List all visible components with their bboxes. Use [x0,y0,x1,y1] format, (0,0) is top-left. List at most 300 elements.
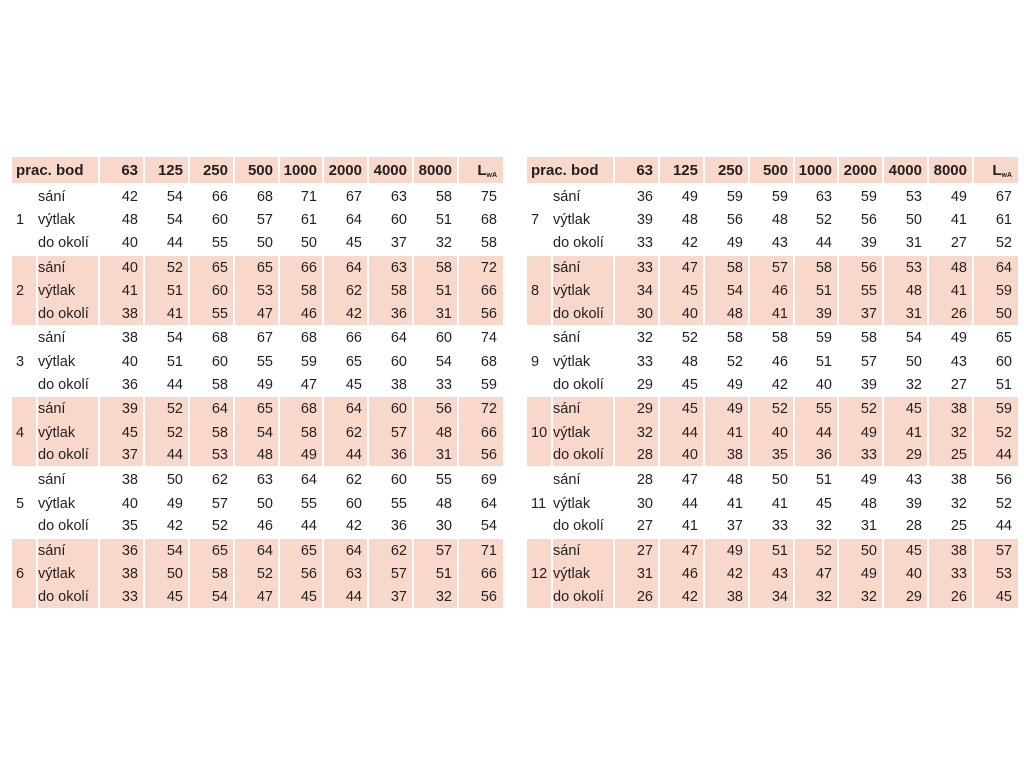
freq-value: 29 [615,397,660,421]
freq-value: 38 [369,374,414,398]
freq-value: 48 [414,492,459,516]
point-number [12,515,38,539]
freq-value: 49 [660,185,705,209]
table-row [527,279,1018,303]
freq-value: 55 [369,492,414,516]
freq-value: 47 [795,563,839,587]
freq-value: 62 [369,539,414,563]
freq-value: 31 [615,563,660,587]
point-number [12,586,38,610]
freq-value: 55 [190,232,235,256]
point-number: 6 [12,563,38,587]
freq-value: 59 [795,327,839,351]
row-type-label: sání [38,256,100,280]
noise-table-left [12,157,503,610]
freq-value: 50 [884,209,929,233]
table-row [527,492,1018,516]
table-row [527,303,1018,327]
freq-value: 57 [839,350,884,374]
freq-value: 66 [190,185,235,209]
freq-value: 49 [280,445,324,469]
freq-value: 30 [615,303,660,327]
freq-value: 59 [280,350,324,374]
lwa-value: 57 [974,539,1018,563]
lwa-value: 64 [974,256,1018,280]
point-number [527,445,553,469]
lwa-value: 58 [459,232,503,256]
table-row [527,563,1018,587]
freq-value: 37 [839,303,884,327]
lwa-value: 66 [459,421,503,445]
freq-value: 58 [280,421,324,445]
table-row [12,468,503,492]
freq-value: 65 [324,350,369,374]
freq-value: 64 [324,539,369,563]
freq-value: 33 [615,232,660,256]
freq-value: 54 [705,279,750,303]
point-number: 9 [527,350,553,374]
table-row [527,374,1018,398]
point-number [12,397,38,421]
freq-value: 62 [190,468,235,492]
freq-value: 49 [929,185,974,209]
row-type-label: sání [553,397,615,421]
freq-value: 48 [660,350,705,374]
freq-value: 31 [414,303,459,327]
freq-value: 52 [145,397,190,421]
freq-value: 45 [884,539,929,563]
freq-value: 56 [414,397,459,421]
freq-value: 41 [750,492,795,516]
freq-value: 55 [414,468,459,492]
freq-value: 32 [884,374,929,398]
freq-value: 41 [145,303,190,327]
freq-value: 51 [414,563,459,587]
freq-value: 54 [190,586,235,610]
freq-value: 63 [795,185,839,209]
freq-value: 50 [235,492,280,516]
freq-value: 31 [884,232,929,256]
freq-value: 41 [750,303,795,327]
freq-value: 52 [660,327,705,351]
freq-value: 32 [929,492,974,516]
lwa-value: 56 [459,445,503,469]
row-type-label: sání [553,539,615,563]
freq-value: 38 [100,563,145,587]
freq-value: 30 [615,492,660,516]
header-freq: 1000 [280,157,324,185]
freq-value: 26 [615,586,660,610]
freq-value: 58 [414,185,459,209]
freq-value: 39 [839,374,884,398]
lwa-value: 66 [459,563,503,587]
row-type-label: do okolí [553,374,615,398]
header-lwa-main: L [477,161,487,179]
row-type-label: výtlak [553,563,615,587]
freq-value: 65 [235,256,280,280]
freq-value: 49 [145,492,190,516]
lwa-value: 64 [480,495,497,512]
freq-value: 48 [705,468,750,492]
table-row [12,445,503,469]
freq-value: 45 [795,492,839,516]
table-row [527,421,1018,445]
lwa-value: 51 [974,374,1018,398]
freq-value: 45 [280,586,324,610]
freq-value: 44 [145,232,190,256]
freq-value: 67 [235,327,280,351]
table-row [12,492,503,516]
point-number: 1 [12,209,38,233]
freq-value: 33 [615,256,660,280]
freq-value: 67 [324,185,369,209]
table-row [12,185,503,209]
point-number [527,515,553,539]
freq-value: 47 [660,539,705,563]
freq-value: 32 [795,515,839,539]
freq-value: 50 [235,232,280,256]
freq-value: 50 [884,350,929,374]
freq-value: 29 [884,586,929,610]
freq-value: 60 [369,350,414,374]
freq-value: 44 [145,445,190,469]
freq-value: 45 [145,586,190,610]
header-label: prac. bod [527,157,615,185]
freq-value: 48 [705,303,750,327]
freq-value: 55 [190,303,235,327]
freq-value: 46 [235,515,280,539]
row-type-label: výtlak [38,209,100,233]
freq-value: 54 [884,327,929,351]
freq-value: 58 [795,256,839,280]
freq-value: 36 [369,303,414,327]
freq-value: 44 [324,445,369,469]
freq-value: 55 [839,279,884,303]
freq-value: 48 [839,492,884,516]
freq-value: 40 [660,303,705,327]
freq-value: 27 [615,539,660,563]
freq-value: 60 [190,209,235,233]
lwa-value: 68 [480,212,497,229]
freq-value: 43 [929,350,974,374]
freq-value: 37 [100,445,145,469]
freq-value: 47 [280,374,324,398]
freq-value: 36 [615,185,660,209]
lwa-value: 45 [974,586,1018,610]
lwa-value: 44 [974,515,1018,539]
freq-value: 44 [280,515,324,539]
freq-value: 64 [280,468,324,492]
row-type-label: výtlak [553,279,615,303]
point-number: 4 [12,421,38,445]
freq-value: 39 [795,303,839,327]
freq-value: 65 [190,539,235,563]
freq-value: 49 [839,421,884,445]
freq-value: 40 [100,492,145,516]
freq-value: 56 [839,256,884,280]
freq-value: 60 [190,350,235,374]
freq-value: 61 [280,209,324,233]
table-row [527,350,1018,374]
freq-value: 41 [929,209,974,233]
lwa-value: 56 [459,303,503,327]
freq-value: 39 [100,397,145,421]
row-type-label: do okolí [38,303,100,327]
freq-value: 64 [190,397,235,421]
freq-value: 54 [235,421,280,445]
header-freq: 4000 [884,157,929,185]
freq-value: 41 [884,421,929,445]
freq-value: 49 [705,397,750,421]
freq-value: 50 [839,539,884,563]
freq-value: 43 [750,563,795,587]
point-number: 8 [527,279,553,303]
point-number [12,374,38,398]
table-row [527,468,1018,492]
lwa-value: 75 [480,188,497,205]
row-type-label: výtlak [553,350,615,374]
point-number [12,232,38,256]
freq-value: 38 [705,586,750,610]
freq-value: 33 [750,515,795,539]
freq-value: 41 [660,515,705,539]
freq-value: 36 [795,445,839,469]
freq-value: 40 [795,374,839,398]
lwa-value: 71 [459,539,503,563]
freq-value: 51 [795,350,839,374]
freq-value: 40 [884,563,929,587]
lwa-value: 69 [480,471,497,488]
freq-value: 54 [145,209,190,233]
freq-value: 27 [929,374,974,398]
table-row [12,515,503,539]
freq-value: 45 [660,397,705,421]
table-row [12,586,503,610]
freq-value: 49 [705,539,750,563]
header-freq: 500 [235,157,280,185]
row-type-label: do okolí [38,515,100,539]
freq-value: 39 [615,209,660,233]
header-freq: 250 [705,157,750,185]
point-number: 10 [527,421,553,445]
lwa-value: 52 [995,495,1012,512]
freq-value: 29 [615,374,660,398]
freq-value: 49 [235,374,280,398]
table-row [12,397,503,421]
table-row [12,374,503,398]
row-type-label: výtlak [38,492,100,516]
freq-value: 40 [100,256,145,280]
row-type-label: do okolí [38,232,100,256]
point-number [12,445,38,469]
header-lwa-sub: wA [486,171,497,179]
freq-value: 63 [324,563,369,587]
freq-value: 47 [235,303,280,327]
freq-value: 51 [750,539,795,563]
lwa-value: 59 [974,279,1018,303]
freq-value: 32 [839,586,884,610]
freq-value: 62 [324,421,369,445]
header-freq: 8000 [414,157,459,185]
freq-value: 45 [884,397,929,421]
freq-value: 42 [660,232,705,256]
freq-value: 59 [750,185,795,209]
freq-value: 52 [795,539,839,563]
freq-value: 63 [369,185,414,209]
freq-value: 42 [145,515,190,539]
freq-value: 41 [705,421,750,445]
point-number: 12 [527,563,553,587]
freq-value: 50 [750,468,795,492]
freq-value: 33 [615,350,660,374]
freq-value: 44 [795,421,839,445]
lwa-value: 61 [995,212,1012,229]
freq-value: 31 [884,303,929,327]
lwa-value: 54 [459,515,503,539]
lwa-value: 72 [459,256,503,280]
lwa-value: 68 [480,353,497,370]
freq-value: 36 [100,539,145,563]
table-row [527,256,1018,280]
freq-value: 27 [615,515,660,539]
freq-value: 58 [190,374,235,398]
point-number: 2 [12,279,38,303]
freq-value: 45 [660,279,705,303]
freq-value: 68 [280,327,324,351]
lwa-value: 59 [974,397,1018,421]
freq-value: 48 [100,209,145,233]
lwa-value: 67 [995,188,1012,205]
lwa-value: 56 [459,586,503,610]
freq-value: 42 [660,586,705,610]
header-lwa [974,157,1018,185]
header-lwa-sub: wA [1001,171,1012,179]
freq-value: 38 [929,539,974,563]
row-type-label: výtlak [553,421,615,445]
freq-value: 51 [795,468,839,492]
freq-value: 35 [100,515,145,539]
lwa-value: 56 [995,471,1012,488]
table-row [527,539,1018,563]
lwa-value: 72 [459,397,503,421]
header-freq: 8000 [929,157,974,185]
point-number [12,539,38,563]
point-number [527,256,553,280]
header-freq: 125 [660,157,705,185]
freq-value: 51 [145,350,190,374]
freq-value: 59 [839,185,884,209]
freq-value: 71 [280,185,324,209]
row-type-label: sání [553,185,615,209]
table-row [12,327,503,351]
row-type-label: do okolí [553,586,615,610]
freq-value: 52 [190,515,235,539]
freq-value: 65 [235,397,280,421]
freq-value: 40 [100,232,145,256]
freq-value: 42 [100,185,145,209]
freq-value: 54 [414,350,459,374]
freq-value: 33 [414,374,459,398]
point-number [527,327,553,351]
point-number [12,327,38,351]
row-type-label: výtlak [38,350,100,374]
freq-value: 66 [280,256,324,280]
freq-value: 56 [705,209,750,233]
freq-value: 58 [705,327,750,351]
row-type-label: výtlak [38,421,100,445]
freq-value: 44 [660,421,705,445]
freq-value: 60 [369,397,414,421]
freq-value: 29 [884,445,929,469]
freq-value: 68 [190,327,235,351]
table-row [527,515,1018,539]
freq-value: 37 [369,586,414,610]
header-freq: 63 [615,157,660,185]
header-freq: 500 [750,157,795,185]
lwa-value: 44 [974,445,1018,469]
freq-value: 54 [145,185,190,209]
point-number [12,468,38,492]
lwa-value: 66 [459,279,503,303]
point-number [527,303,553,327]
freq-value: 46 [280,303,324,327]
freq-value: 43 [750,232,795,256]
freq-value: 62 [324,468,369,492]
freq-value: 31 [414,445,459,469]
lwa-value: 65 [995,330,1012,347]
freq-value: 65 [190,256,235,280]
freq-value: 36 [100,374,145,398]
row-type-label: do okolí [38,586,100,610]
freq-value: 55 [280,492,324,516]
row-type-label: sání [38,539,100,563]
freq-value: 47 [660,468,705,492]
freq-value: 55 [235,350,280,374]
freq-value: 60 [369,209,414,233]
freq-value: 62 [324,279,369,303]
freq-value: 51 [795,279,839,303]
freq-value: 51 [414,209,459,233]
header-freq: 2000 [324,157,369,185]
lwa-value: 59 [459,374,503,398]
row-type-label: do okolí [553,303,615,327]
freq-value: 34 [615,279,660,303]
freq-value: 57 [369,421,414,445]
freq-value: 35 [750,445,795,469]
freq-value: 41 [705,492,750,516]
row-type-label: do okolí [553,445,615,469]
freq-value: 50 [145,468,190,492]
noise-table-right [527,157,1018,610]
row-type-label: sání [553,468,615,492]
freq-value: 41 [929,279,974,303]
lwa-value: 53 [974,563,1018,587]
freq-value: 46 [750,350,795,374]
freq-value: 40 [100,350,145,374]
row-type-label: do okolí [553,515,615,539]
row-type-label: do okolí [553,232,615,256]
row-type-label: výtlak [38,279,100,303]
row-type-label: do okolí [38,374,100,398]
freq-value: 28 [884,515,929,539]
freq-value: 56 [280,563,324,587]
freq-value: 48 [414,421,459,445]
freq-value: 28 [615,468,660,492]
freq-value: 32 [615,421,660,445]
table-row [12,256,503,280]
freq-value: 48 [660,209,705,233]
table-row [12,303,503,327]
